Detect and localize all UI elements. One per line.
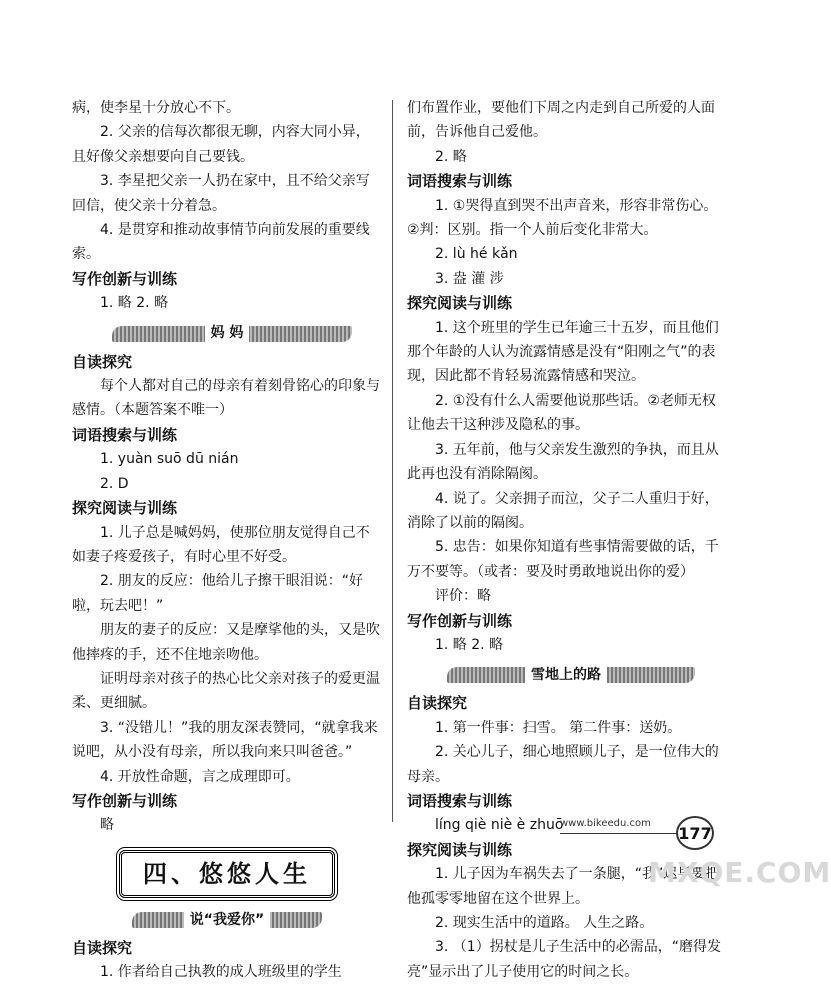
answer-item: líng qiè niè è zhuō bbox=[435, 817, 564, 834]
answer-item: 3. 五年前，他与父亲发生激烈的争执，而且从此再也没有消除隔阂。 bbox=[407, 441, 719, 483]
answer-item: 3. （1）拐杖是儿子生活中的必需品，“磨得发亮”显示出了儿子使用它的时间之长。 bbox=[407, 939, 721, 980]
answer-item: 1. 作者给自己执教的成人班级里的学生 bbox=[100, 964, 342, 981]
answer-item: 1. 略 2. 略 bbox=[100, 295, 169, 312]
section-title: 说“我爱你” bbox=[184, 908, 270, 932]
section-heading: 写作创新与训练 bbox=[407, 611, 513, 630]
section-heading: 词语搜索与训练 bbox=[407, 172, 513, 191]
answer-item: 2. lù hé kǎn bbox=[435, 246, 518, 263]
answer-item: 略 bbox=[100, 817, 114, 834]
answer-item: 1. 略 2. 略 bbox=[435, 636, 504, 653]
answer-item: 1. 第一件事：扫雪。 第二件事：送奶。 bbox=[435, 719, 682, 736]
answer-item: 2. 关心儿子，细心地照顾儿子，是一位伟大的母亲。 bbox=[407, 744, 719, 785]
answer-item: 1. yuàn suō dū nián bbox=[100, 451, 239, 468]
watermark: MXQE.COM bbox=[648, 856, 831, 889]
section-heading: 写作创新与训练 bbox=[72, 269, 178, 288]
section-heading: 自读探究 bbox=[72, 352, 133, 371]
answer-item: 2. 现实生活中的道路。 人生之路。 bbox=[435, 915, 654, 931]
column-divider bbox=[392, 100, 393, 822]
left-column bbox=[72, 96, 382, 985]
answer-item: 4. 是贯穿和推动故事情节向前发展的重要线索。 bbox=[72, 222, 370, 263]
answer-item: 2. D bbox=[100, 475, 129, 492]
section-heading: 词语搜索与训练 bbox=[407, 791, 513, 810]
section-title-band bbox=[72, 906, 382, 934]
page-number: 177 bbox=[676, 816, 714, 850]
answer-item: 3. “没错儿！”我的朋友深表赞同，“就拿我来说吧，从小没有母亲，所以我向来只叫爸爸。” bbox=[72, 719, 378, 761]
text-line: 病，使李星十分放心不下。 bbox=[72, 100, 240, 116]
answer-item: 3. 盎 灌 涉 bbox=[435, 270, 504, 287]
answer-item: 朋友的妻子的反应：又是摩挲他的头，又是吹他摔疼的手，还不住地亲吻他。 bbox=[72, 622, 380, 663]
answer-item: 2. ①没有什么人需要他说那些话。②老师无权让他去干这种涉及隐私的事。 bbox=[407, 392, 716, 434]
answer-item: 每个人都对自己的母亲有着刻骨铭心的印象与感情。（本题答案不唯一） bbox=[72, 378, 380, 419]
answer-item: 1. 这个班里的学生已年逾三十五岁，而且他们那个年龄的人认为流露情感是没有“阳刚之气”的表现，因此都不肯轻易流露情感和哭泣。 bbox=[407, 319, 719, 385]
footer-rule bbox=[560, 833, 678, 834]
evaluation: 评价：略 bbox=[435, 588, 491, 605]
section-heading: 自读探究 bbox=[407, 694, 468, 713]
answer-item: 1. 儿子总是喊妈妈，使那位朋友觉得自己不如妻子疼爱孩子，有时心里不好受。 bbox=[72, 524, 370, 565]
section-heading: 自读探究 bbox=[72, 938, 133, 957]
section-title: 妈 妈 bbox=[205, 321, 250, 345]
answer-item: 1. 儿子因为车祸失去了一条腿，“我”迟早要把他孤零零地留在这个世界上。 bbox=[407, 866, 720, 907]
answer-item: 2. 父亲的信每次都很无聊，内容大同小异，且好像父亲想要向自己要钱。 bbox=[72, 124, 370, 165]
answer-item: 5. 忠告：如果你知道有些事情需要做的话，千万不要等。（或者：要及时勇敢地说出你的爱） bbox=[407, 539, 719, 580]
footer-url: www.bikeedu.com bbox=[560, 818, 651, 829]
answer-item: 2. 略 bbox=[435, 148, 467, 165]
section-heading: 探究阅读与训练 bbox=[72, 499, 178, 518]
section-heading: 词语搜索与训练 bbox=[72, 425, 178, 444]
answer-item: 1. ①哭得直到哭不出声音来，形容非常伤心。 ②判：区别。指一个人前后变化非常大。 bbox=[407, 197, 718, 239]
answer-item: 证明母亲对孩子的热心比父亲对孩子的爱更温柔、更细腻。 bbox=[72, 670, 380, 712]
section-heading: 探究阅读与训练 bbox=[407, 840, 513, 859]
section-title-band bbox=[407, 661, 725, 689]
answer-item: 2. 朋友的反应：他给儿子擦干眼泪说：“好啦，玩去吧！” bbox=[72, 573, 364, 614]
answer-item: 4. 开放性命题，言之成理即可。 bbox=[100, 768, 300, 785]
section-heading: 写作创新与训练 bbox=[72, 791, 178, 810]
section-title: 雪地上的路 bbox=[525, 663, 607, 687]
section-heading: 探究阅读与训练 bbox=[407, 294, 513, 313]
section-title-band bbox=[72, 320, 382, 348]
answer-item: 4. 说了。父亲拥子而泣，父子二人重归于好，消除了以前的隔阂。 bbox=[407, 490, 719, 531]
text-line: 们布置作业，要他们下周之内走到自己所爱的人面前，告诉他自己爱他。 bbox=[407, 100, 715, 141]
chapter-title: 四、悠悠人生 bbox=[119, 850, 335, 898]
answer-item: 3. 李星把父亲一人扔在家中，且不给父亲写回信，使父亲十分着急。 bbox=[72, 173, 370, 214]
right-column bbox=[407, 96, 725, 984]
